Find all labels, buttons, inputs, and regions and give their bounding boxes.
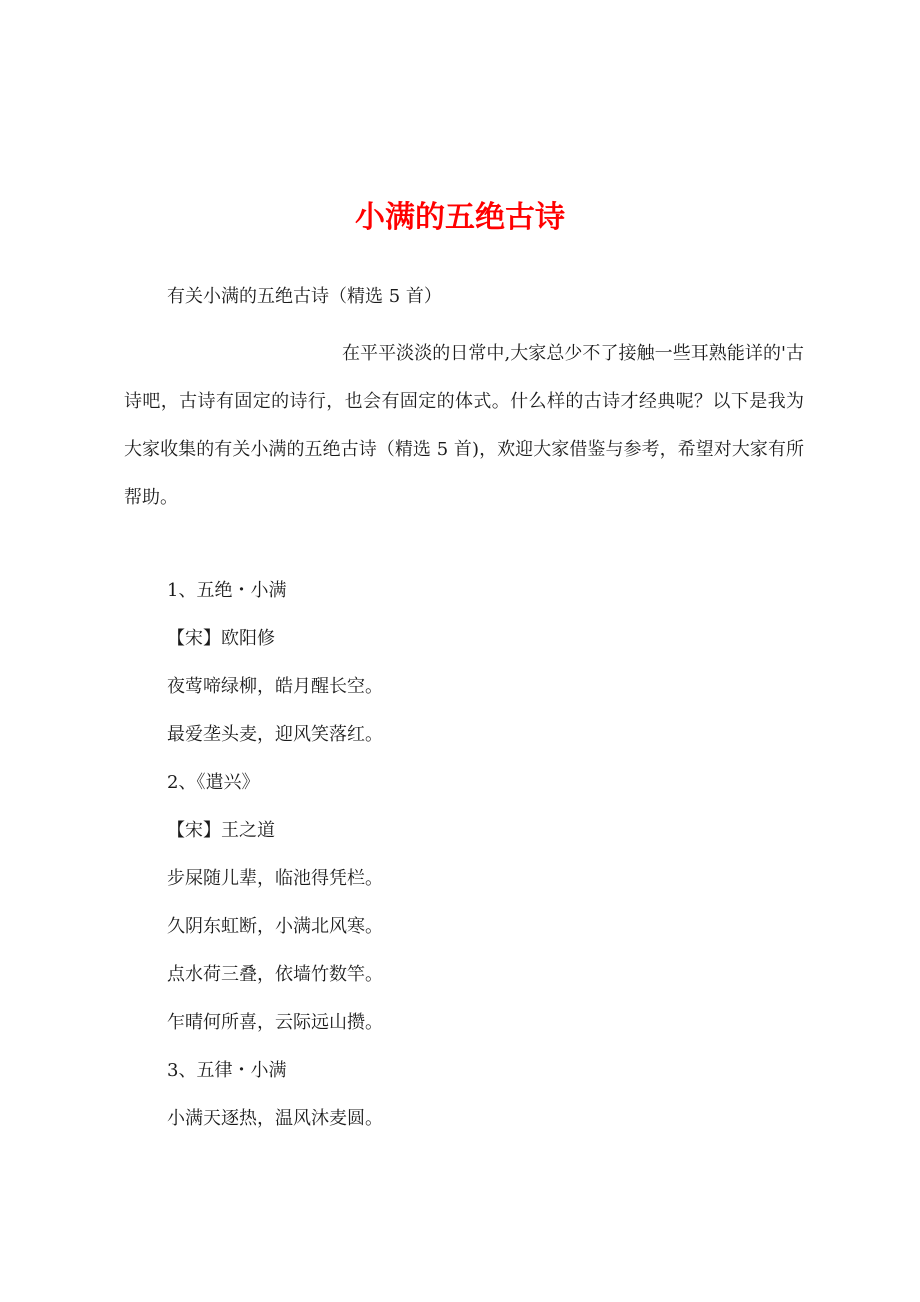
poem-heading-3: 3、五律・小满: [167, 1060, 287, 1081]
poem-line: 步屎随儿辈，临池得凭栏。: [167, 868, 383, 889]
poem-author-1: 【宋】欧阳修: [167, 628, 275, 649]
poem-author-2: 【宋】王之道: [167, 820, 275, 841]
intro-paragraph: 在平平淡淡的日常中,大家总少不了接触一些耳熟能详的'古诗吧，古诗有固定的诗行，也会有固定的体式。什么样的古诗才经典呢？以下是我为大家收集的有关小满的五绝古诗（精选 5 首)，欢迎大家借鉴与参考，希望对大家有所帮助。: [124, 343, 804, 508]
poem-line: 夜莺啼绿柳，皓月醒长空。: [167, 676, 383, 697]
poem-line: 小满天逐热，温风沐麦圆。: [167, 1108, 383, 1129]
poem-line: 最爱垄头麦，迎风笑落红。: [167, 724, 383, 745]
poem-lines: [167, 567, 383, 1143]
poem-line: 乍晴何所喜，云际远山攒。: [167, 1012, 383, 1033]
poem-line: 久阴东虹断，小满北风寒。: [167, 916, 383, 937]
poem-heading-1: 1、五绝・小满: [167, 580, 287, 601]
document-subtitle: 有关小满的五绝古诗（精选 5 首）: [167, 286, 442, 307]
poem-line: 点水荷三叠，依墙竹数竿。: [167, 964, 383, 985]
document-title: 小满的五绝古诗: [355, 200, 565, 235]
poem-heading-2: 2、《遣兴》: [167, 772, 260, 793]
